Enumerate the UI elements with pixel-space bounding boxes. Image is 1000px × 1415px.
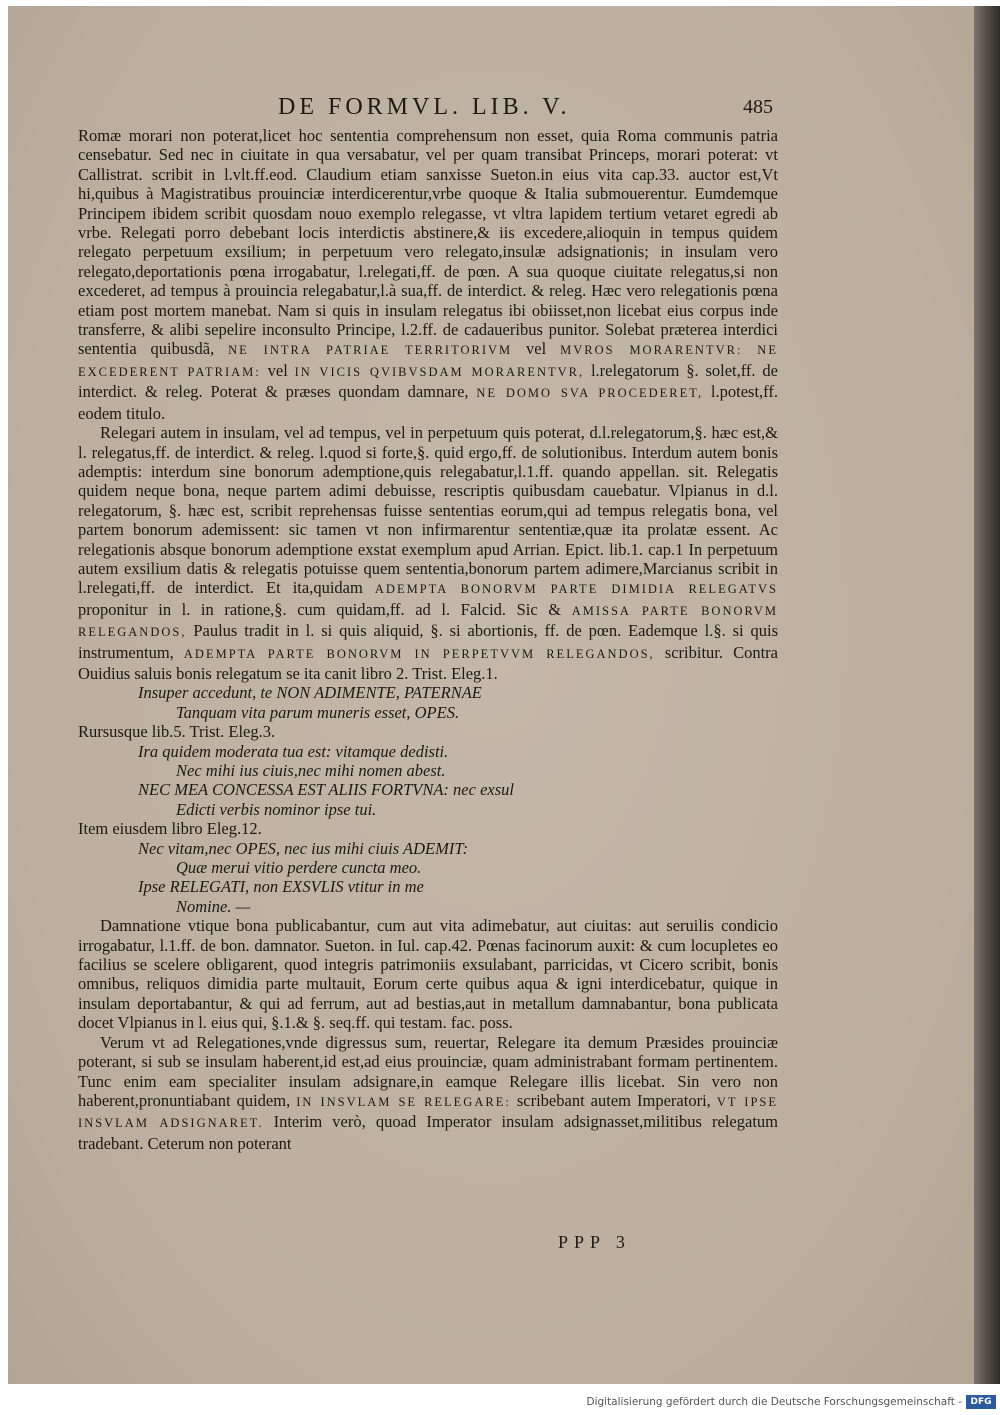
dfg-logo[interactable]: DFG (966, 1395, 996, 1409)
verse-line: Edicti verbis nominor ipse tui. (176, 799, 377, 819)
paragraph-1: Romæ morari non poterat,licet hoc sententia comprehensum non esset, quia Roma communis patria censebatur. Sed nec in ciuitate in qua versabatur, vel per quam transibat Princeps, morari poterat: vt Callistrat. scribit in l.vlt.ff.eod. Claudium etiam sanxisse Sueton.in eius vita cap.33. auctor est,Vt hi,quibus à Magistratibus prouinciæ interdicerentur,vrbe quoque & Italia submouerentur. Eumdemque Principem ibidem scribit quosdam nouo exemplo relegasse, vt vltra lapidem tertium vetaret egredi ab vrbe. Relegati porro debebant locis interdictis abstinere,& iis excedere,alioquin in tempus quidem relegato perpetuum exsilium; in perpetuum vero relegato,insulæ adsignationis; in insulam vero relegato,deportationis pœna irrogabatur, l.relegati,ff. de pœn. A sua quoque ciuitate relegatus,si non excederet, ad tempus à prouincia relegabatur,l.à sua,ff. de interdict. & releg. Hæc vero relegationis pœna etiam post mortem manebat. Nam si quis in insulam relegatus ibi obiisset,non licebat eius corpus inde transferre, & alibi sepelire inconsulto Principe, l.2.ff. de cadaueribus punitor. Solebat præterea interdici sententia quibusdã, NE INTRA PATRIAE TERRITORIVM vel MVROS MORARENTVR: NE EXCEDERENT PATRIAM: vel IN VICIS QVIBVSDAM MORARENTVR, l.relegatorum §. solet,ff. de interdict. & releg. Poterat & præses quondam damnare, NE DOMO SVA PROCEDERET, l.potest,ff. eodem titulo. (78, 126, 778, 423)
verse-line: Nec vitam,nec OPES, nec ius mihi ciuis ADEMIT: (138, 838, 469, 858)
running-title: DE FORMVL. LIB. V. (278, 94, 571, 120)
verse-line: Ipse RELEGATI, non EXSVLIS vtitur in me (138, 877, 424, 897)
book-fore-edge (974, 6, 1000, 1384)
citation: Rursusque lib.5. Trist. Eleg.3. (78, 722, 276, 742)
footer-bar (0, 1390, 1000, 1415)
verse-line: Insuper accedunt, te NON ADIMENTE, PATERNAE (138, 683, 482, 703)
verse-line: Nomine. — (176, 896, 251, 916)
running-header (8, 94, 974, 124)
paragraph-4: Verum vt ad Relegationes,vnde digressus sum, reuertar, Relegare ita demum Præsides prouinciæ poterant, si sub se insulam haberent,id est,ad eius prouinciæ, quam administrabant formam pertinentem. Tunc enim eam specialiter insulam adsignare,in eamque Relegare illis licebat. Sin vero non haberent,pronuntiabant quidem, IN INSVLAM SE RELEGARE: scribebant autem Imperatori, VT IPSE INSVLAM ADSIGNARET. Interim verò, quoad Imperator insulam adsignasset,militibus relegatum tradebant. Ceterum non poterant (78, 1032, 778, 1153)
signature-mark: PPP 3 (558, 1232, 631, 1252)
verse-line: Nec mihi ius ciuis,nec mihi nomen abest. (176, 761, 446, 780)
verse-line: Quæ merui vitio perdere cuncta meo. (176, 858, 422, 878)
paragraph-3: Damnatione vtique bona publicabantur, cum aut vita adimebatur, aut ciuitas: aut seruilis condicio irrogabatur, l.1.ff. de bon. damnator. Sueton. in Iul. cap.42. Pœnas facinorum auxit: & cum locupletes eo facilius se scelere obligarent, quod integris patrimoniis exsulabant, parricidas, vt Cicero scribit, bonis omnibus, reliquos dimidia parte multauit, Eorum certe quibus aqua & igni interdicebatur, quique in insulam deportabantur, & qui ad ferrum, aut ad bestias,aut in metallum damnabantur, bona publicata docet Vlpianus in l. eius qui, §.1.& §. seq.ff. qui testam. fac. poss. (78, 916, 778, 1033)
book-page (8, 6, 974, 1384)
verse-line: Ira quidem moderata tua est: vitamque dedisti. (138, 741, 449, 761)
page-number: 485 (743, 96, 773, 118)
verse-line: Tanquam vita parum muneris esset, OPES. (176, 702, 460, 722)
funding-credit: Digitalisierung gefördert durch die Deutsche Forschungsgemeinschaft - (586, 1396, 962, 1408)
page-text (78, 126, 778, 1153)
paragraph-2: Relegari autem in insulam, vel ad tempus, vel in perpetuum quis poterat, d.l.relegatorum,§. hæc est,& l. relegatus,ff. de interdict. & releg. l.quod si forte,§. quid ergo,ff. de solutionibus. Interdum autem bonis ademptis: interdum sine bonorum ademptione,quis relegabatur,l.1.ff. quando appellan. sit. Relegatis quidem neque bona, neque partem adimi debuisse, rescriptis quibusdam cauebatur. Vlpianus in d.l. relegatorum, §. hæc est, scribit reprehensas fuisse sententias eorum,qui ad tempus relegatis bona, vel partem bonorum ademissent: sic tamen vt non infirmarentur sententiæ,quæ ita prolatæ essent. Ac relegationis absque bonorum ademptione exstat exemplum apud Arrian. Epict. lib.1. cap.1 In perpetuum autem exsilium datis & relegatis potuisse quem sententia,bonorum partem adimere,Marcianus scribit in l.relegati,ff. de interdict. Et ita,quidam ADEMPTA BONORVM PARTE DIMIDIA RELEGATVS proponitur in l. in ratione,§. cum quidam,ff. ad l. Falcid. Sic & AMISSA PARTE BONORVM RELEGANDOS, Paulus tradit in l. si quis aliquid, §. si abortionis, ff. de pœn. Eademque l.§. si quis instrumentum, ADEMPTA PARTE BONORVM IN PERPETVVM RELEGANDOS, scribitur. Contra Ouidius saluis bonis relegatum se ita canit libro 2. Trist. Eleg.1. (78, 423, 778, 683)
verse-line: NEC MEA CONCESSA EST ALIIS FORTVNA: nec exsul (138, 780, 514, 800)
citation: Item eiusdem libro Eleg.12. (78, 819, 262, 839)
